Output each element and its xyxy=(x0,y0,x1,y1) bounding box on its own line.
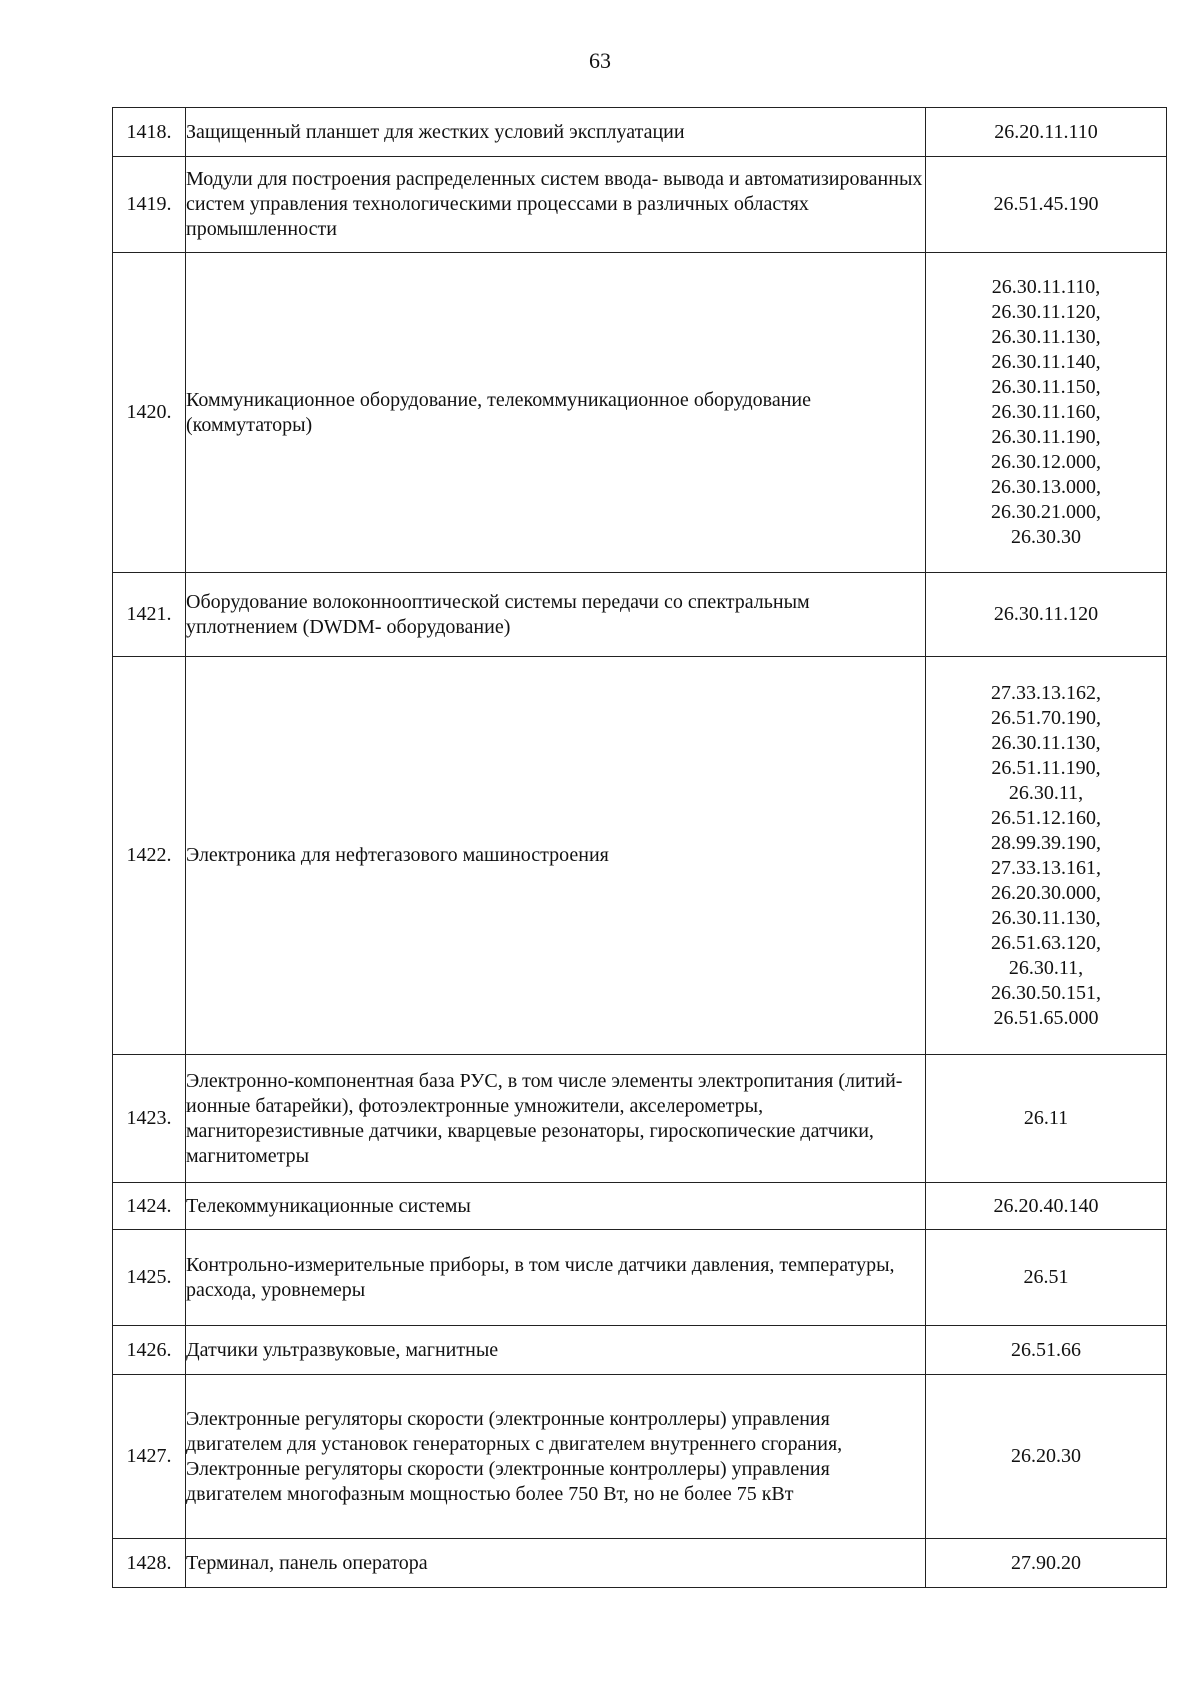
row-description: Контрольно-измерительные приборы, в том числе датчики давления, температуры, расхода, уровнемеры xyxy=(186,1230,926,1326)
row-number: 1420. xyxy=(113,253,186,573)
page-number: 63 xyxy=(589,48,611,73)
code-value: 26.30.21.000, xyxy=(991,501,1101,523)
code-value: 28.99.39.190, xyxy=(991,831,1101,854)
row-description: Защищенный планшет для жестких условий эксплуатации xyxy=(186,108,926,157)
code-value: 26.20.30 xyxy=(1011,1445,1081,1467)
code-value: 26.30.11.110, xyxy=(991,276,1101,298)
row-description: Электронные регуляторы скорости (электронные контроллеры) управления двигателем для установок генераторных с двигателем внутреннего сгорания, Электронные регуляторы скорости (электронные контроллеры) управления двигателем многофазным мощностью более 750 Вт, но не более 75 кВт xyxy=(186,1375,926,1539)
row-number: 1423. xyxy=(113,1055,186,1183)
code-value: 26.30.11.130, xyxy=(991,731,1101,754)
code-value: 27.90.20 xyxy=(1011,1551,1081,1574)
code-value: 26.30.11.130, xyxy=(991,906,1101,929)
code-value: 26.20.30.000, xyxy=(991,881,1101,904)
row-number: 1428. xyxy=(113,1539,186,1588)
code-value: 26.30.12.000, xyxy=(991,451,1101,473)
row-codes xyxy=(926,573,1167,657)
table-row xyxy=(113,1539,1167,1588)
row-number: 1422. xyxy=(113,657,186,1055)
table-row xyxy=(113,1183,1167,1230)
code-value: 26.51.12.160, xyxy=(991,806,1101,829)
code-value: 26.51.70.190, xyxy=(991,706,1101,729)
code-value: 26.30.11.140, xyxy=(991,351,1101,373)
row-codes xyxy=(926,1055,1167,1183)
table-row xyxy=(113,1230,1167,1326)
code-value: 26.11 xyxy=(1023,1107,1069,1129)
table-row xyxy=(113,108,1167,157)
row-number: 1421. xyxy=(113,573,186,657)
row-codes xyxy=(926,1539,1167,1588)
code-value: 27.33.13.161, xyxy=(991,856,1101,879)
table-row xyxy=(113,253,1167,573)
code-value: 26.30.11.130, xyxy=(991,326,1101,348)
table-row xyxy=(113,1375,1167,1539)
row-description: Телекоммуникационные системы xyxy=(186,1183,926,1230)
row-description: Терминал, панель оператора xyxy=(186,1539,926,1588)
codes-table xyxy=(112,107,1167,1588)
code-value: 26.30.13.000, xyxy=(991,476,1101,498)
row-description: Коммуникационное оборудование, телекоммуникационное оборудование (коммутаторы) xyxy=(186,253,926,573)
code-value: 26.20.11.110 xyxy=(994,120,1098,143)
code-value: 26.51.11.190, xyxy=(991,756,1101,779)
code-value: 27.33.13.162, xyxy=(991,681,1101,704)
row-codes xyxy=(926,157,1167,253)
row-codes xyxy=(926,108,1167,157)
row-description: Электронно-компонентная база РУС, в том числе элементы электропитания (литий-ионные батарейки), фотоэлектронные умножители, акселерометры, магниторезистивные датчики, кварцевые резонаторы, гироскопические датчики, магнитометры xyxy=(186,1055,926,1183)
row-codes xyxy=(926,1230,1167,1326)
row-codes xyxy=(926,253,1167,573)
table-row xyxy=(113,1055,1167,1183)
table-row xyxy=(113,657,1167,1055)
row-number: 1424. xyxy=(113,1183,186,1230)
table-row xyxy=(113,1326,1167,1375)
code-value: 26.51.65.000 xyxy=(993,1006,1099,1029)
row-number: 1419. xyxy=(113,157,186,253)
code-value: 26.30.50.151, xyxy=(991,981,1101,1004)
row-description: Оборудование волоконнооптической системы передачи со спектральным уплотнением (DWDM- оборудование) xyxy=(186,573,926,657)
row-number: 1425. xyxy=(113,1230,186,1326)
code-value: 26.30.11.150, xyxy=(991,376,1101,398)
row-description: Модули для построения распределенных систем ввода- вывода и автоматизированных систем управления технологическими процессами в различных областях промышленности xyxy=(186,157,926,253)
row-description: Электроника для нефтегазового машиностроения xyxy=(186,657,926,1055)
code-value: 26.30.11, xyxy=(1008,781,1084,804)
code-value: 26.20.40.140 xyxy=(993,1194,1099,1217)
table-row xyxy=(113,573,1167,657)
table-row xyxy=(113,157,1167,253)
row-codes xyxy=(926,657,1167,1055)
row-codes xyxy=(926,1375,1167,1539)
code-value: 26.51.63.120, xyxy=(991,931,1101,954)
code-value: 26.51.45.190 xyxy=(993,193,1099,215)
code-value: 26.51.66 xyxy=(1011,1338,1081,1361)
code-value: 26.51 xyxy=(1023,1266,1069,1288)
row-description: Датчики ультразвуковые, магнитные xyxy=(186,1326,926,1375)
code-value: 26.30.30 xyxy=(1011,526,1081,548)
row-number: 1418. xyxy=(113,108,186,157)
code-value: 26.30.11.190, xyxy=(991,426,1101,448)
row-codes xyxy=(926,1326,1167,1375)
code-value: 26.30.11.160, xyxy=(991,401,1101,423)
code-value: 26.30.11.120 xyxy=(993,603,1099,625)
code-value: 26.30.11, xyxy=(1008,956,1084,979)
code-value: 26.30.11.120, xyxy=(991,301,1101,323)
row-number: 1427. xyxy=(113,1375,186,1539)
row-number: 1426. xyxy=(113,1326,186,1375)
row-codes xyxy=(926,1183,1167,1230)
